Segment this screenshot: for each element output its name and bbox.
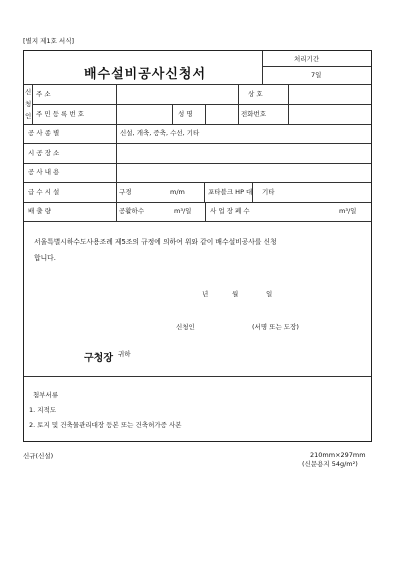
discharge-label: 배 출 량 — [28, 207, 51, 215]
footer-left: 신규(신설) — [23, 452, 54, 460]
form-title: 배수설비공사신청서 — [84, 67, 207, 82]
location-label: 시 공 장 소 — [28, 149, 60, 157]
resident-number-label: 주 민 등 록 번 호 — [36, 110, 85, 118]
divider — [32, 84, 33, 124]
wastewater-unit: m³/일 — [339, 207, 357, 215]
attachment-item: 2. 토지 및 건축물관리대장 등본 또는 건축허가증 사본 — [29, 421, 182, 429]
pipe-diameter-unit: m/m — [170, 188, 185, 196]
divider — [24, 124, 371, 125]
divider — [205, 202, 206, 221]
paper-size: 210mm×297mm — [310, 451, 366, 459]
processing-period-value: 7일 — [311, 71, 322, 79]
divider — [116, 84, 117, 221]
divider — [238, 84, 239, 124]
phone-label: 전화번호 — [241, 110, 267, 118]
pipe-diameter-label: 구경 — [119, 188, 132, 196]
applicant-sign-label: 신청인 — [176, 323, 195, 331]
divider — [172, 104, 173, 124]
attachment-item: 1. 지적도 — [29, 406, 57, 414]
name-label: 성 명 — [178, 110, 193, 118]
divider — [205, 104, 206, 124]
recipient-suffix: 귀하 — [118, 350, 131, 358]
water-supply-label: 급 수 시 설 — [28, 188, 60, 196]
paper-spec: (신문용지 54g/m²) — [302, 460, 358, 468]
divider — [24, 163, 371, 164]
divider — [24, 182, 371, 183]
attachments-heading: 첨부서류 — [33, 391, 59, 399]
divider — [24, 143, 371, 144]
work-type-label: 공 사 종 별 — [28, 129, 60, 137]
statement-line-1: 서울특별시하수도사용조례 제5조의 규정에 의하여 위와 같이 배수설비공사를 신청 — [34, 238, 277, 246]
recipient-name: 구청장 — [84, 353, 113, 364]
divider — [24, 221, 371, 222]
divider — [262, 51, 263, 84]
signature-hint: (서명 또는 도장) — [252, 323, 299, 331]
day-label: 일 — [266, 290, 273, 298]
form-number-note: [별지 제1호 서식] — [23, 37, 75, 45]
applicant-group-label: 인 — [25, 112, 32, 120]
divider — [24, 84, 371, 85]
year-label: 년 — [202, 290, 209, 298]
applicant-group-label: 신 — [25, 88, 32, 96]
sewage-label: 공활하수 — [119, 207, 145, 215]
month-label: 월 — [232, 290, 239, 298]
septic-label: 포타블크 HP 대 — [208, 188, 253, 196]
applicant-group-label: 청 — [25, 100, 32, 108]
application-form — [23, 50, 372, 442]
business-wastewater-label: 사 업 장 폐 수 — [210, 207, 250, 215]
processing-period-label: 처리기간 — [294, 55, 320, 63]
trade-name-label: 상 호 — [248, 90, 263, 98]
sewage-unit: m³/일 — [174, 207, 192, 215]
work-content-label: 공 사 내 용 — [28, 168, 60, 176]
divider — [32, 104, 371, 105]
statement-line-2: 합니다. — [34, 254, 56, 262]
divider — [24, 376, 371, 377]
divider — [204, 182, 205, 202]
work-type-value: 신설, 개축, 증축, 수선, 기타 — [120, 129, 200, 137]
address-label: 주 소 — [36, 90, 51, 98]
divider — [262, 66, 371, 67]
divider — [24, 202, 371, 203]
divider — [288, 84, 289, 124]
other-label: 기타 — [262, 188, 275, 196]
